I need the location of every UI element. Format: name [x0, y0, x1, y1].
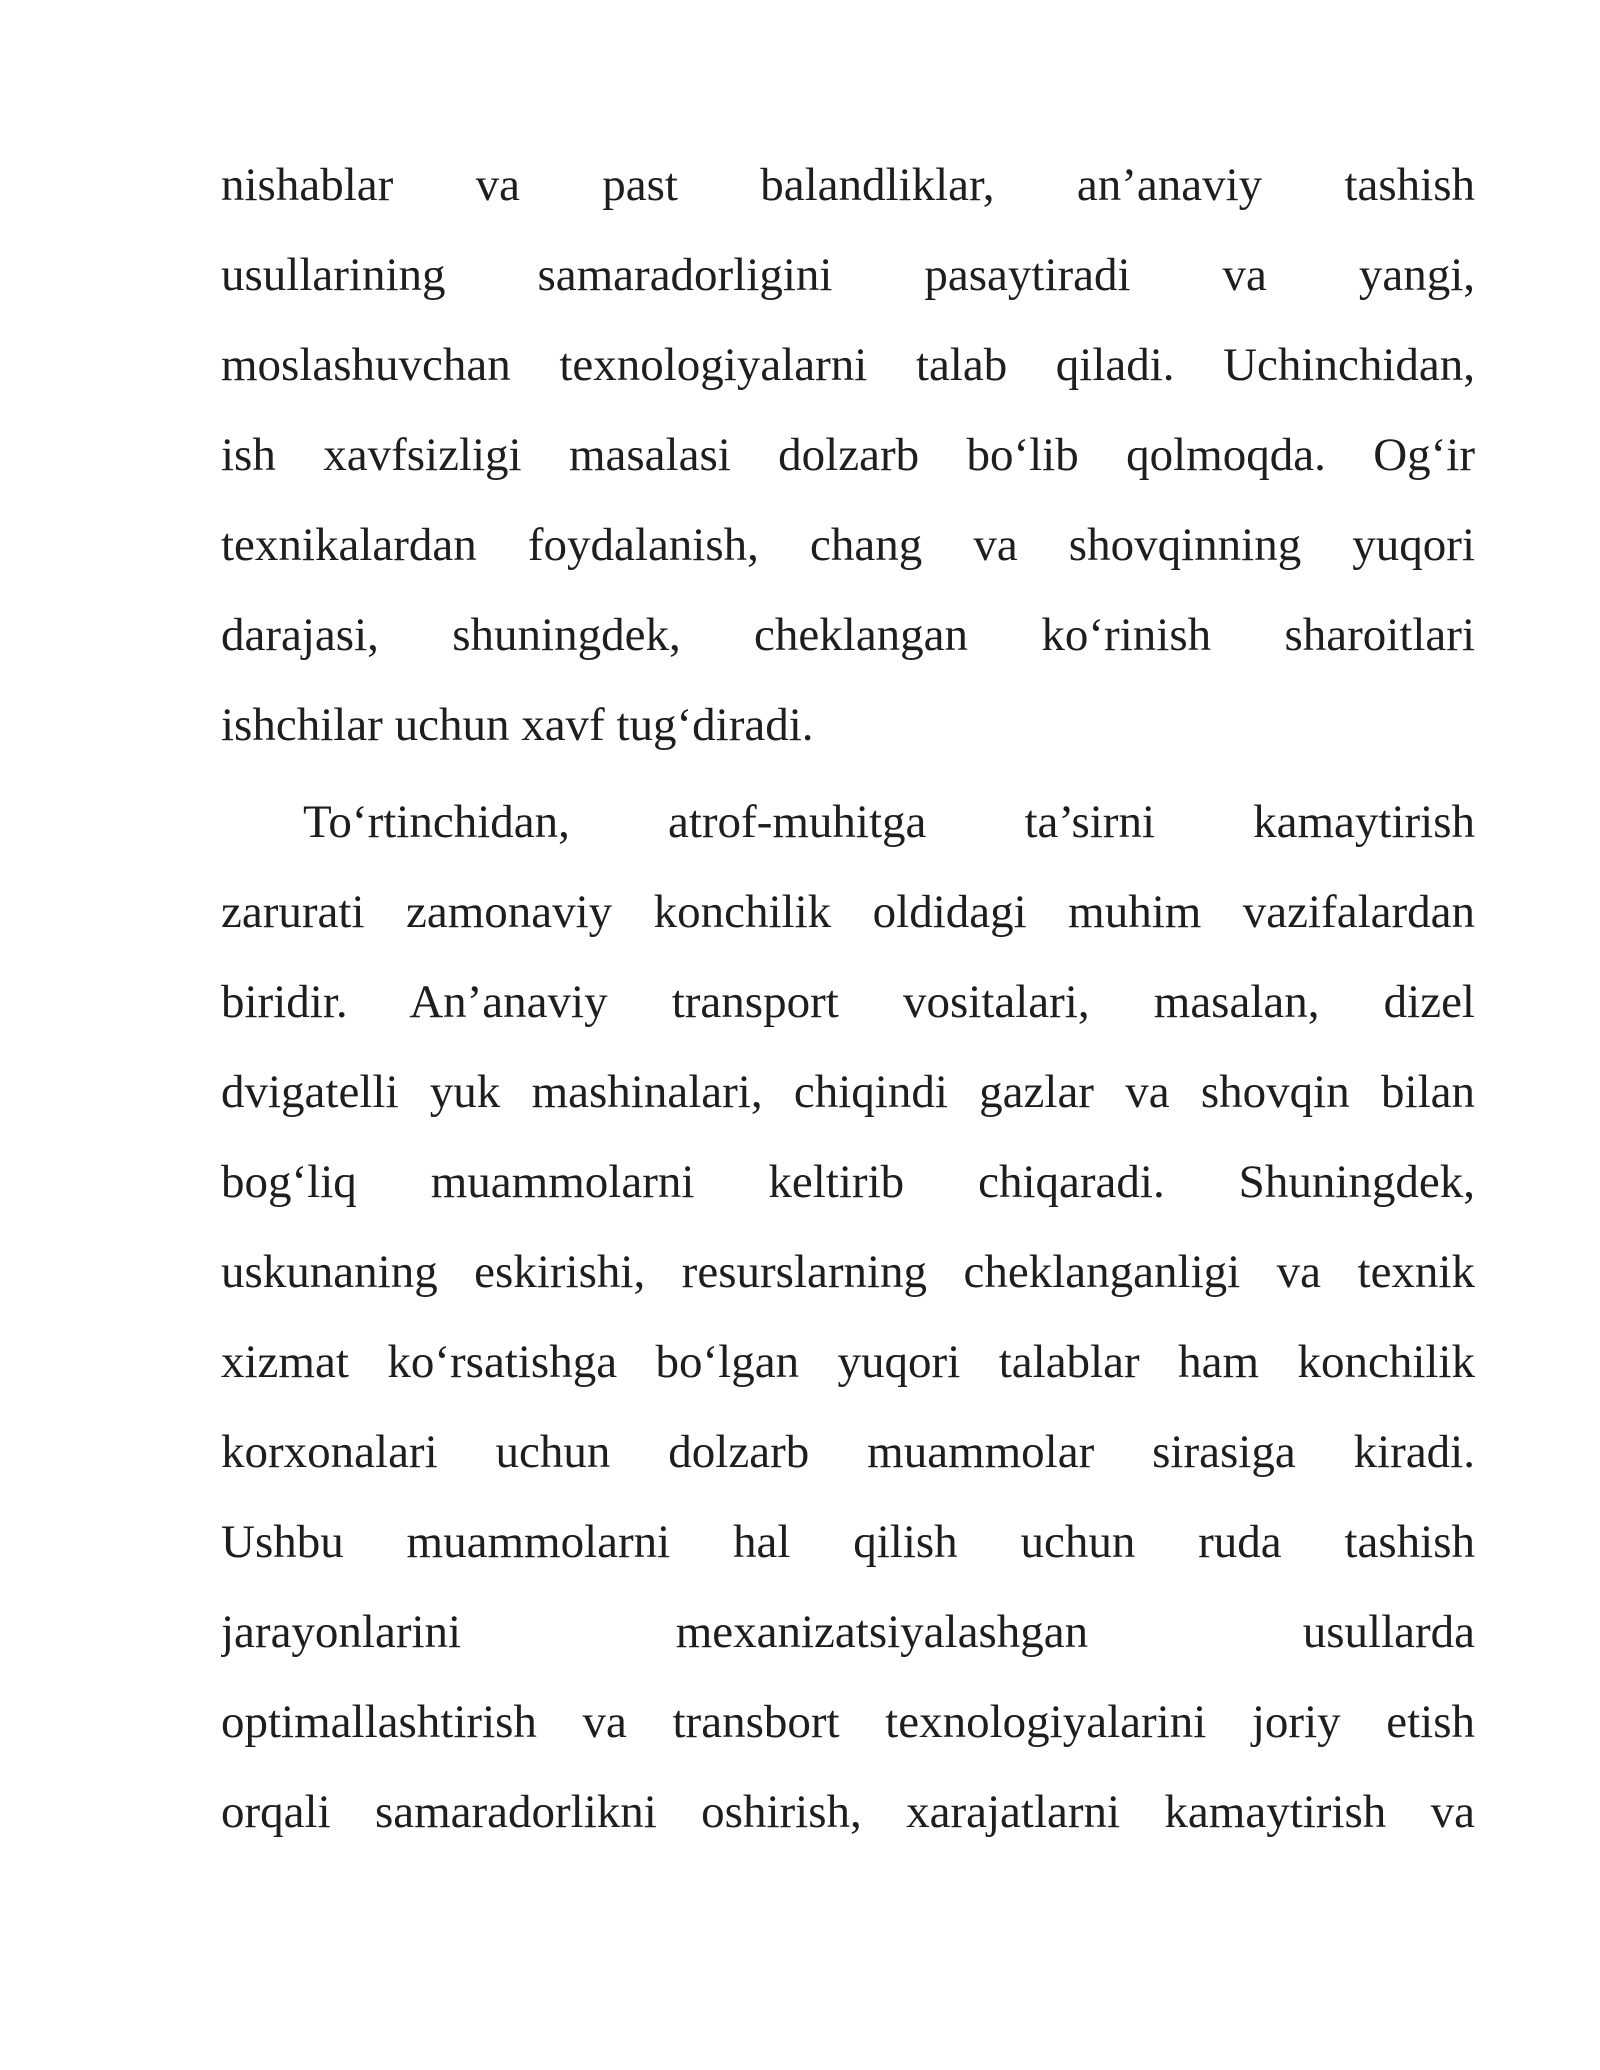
- paragraph-line: ish xavfsizligi masalasi dolzarb bo‘lib qolmoqda. Og‘ir: [221, 429, 1475, 481]
- paragraph-line: To‘rtinchidan, atrof-muhitga ta’sirni kamaytirish: [303, 796, 1475, 848]
- paragraph-line: optimallashtirish va transbort texnologiyalarini joriy etish: [221, 1696, 1475, 1748]
- paragraph-line: zarurati zamonaviy konchilik oldidagi muhim vazifalardan: [221, 886, 1475, 938]
- paragraph-line: nishablar va past balandliklar, an’anaviy tashish: [221, 159, 1475, 211]
- paragraph-line: biridir. An’anaviy transport vositalari, masalan, dizel: [221, 976, 1475, 1028]
- paragraph-line: jarayonlarini mexanizatsiyalashgan usullarda: [221, 1606, 1475, 1658]
- paragraph-line: moslashuvchan texnologiyalarni talab qiladi. Uchinchidan,: [221, 339, 1475, 391]
- paragraph-line: ishchilar uchun xavf tug‘diradi.: [221, 699, 814, 751]
- paragraph-line: Ushbu muammolarni hal qilish uchun ruda tashish: [221, 1516, 1475, 1568]
- paragraph-1: [221, 140, 1475, 770]
- paragraph-line: orqali samaradorlikni oshirish, xarajatlarni kamaytirish va: [221, 1786, 1475, 1838]
- paragraph-line: xizmat ko‘rsatishga bo‘lgan yuqori talablar ham konchilik: [221, 1336, 1475, 1388]
- paragraph-2: [221, 777, 1475, 1857]
- paragraph-line: uskunaning eskirishi, resurslarning cheklanganligi va texnik: [221, 1246, 1475, 1298]
- paragraph-line: darajasi, shuningdek, cheklangan ko‘rinish sharoitlari: [221, 609, 1475, 661]
- paragraph-line: bog‘liq muammolarni keltirib chiqaradi. Shuningdek,: [221, 1156, 1475, 1208]
- paragraph-line: usullarining samaradorligini pasaytiradi va yangi,: [221, 249, 1475, 301]
- paragraph-line: texnikalardan foydalanish, chang va shovqinning yuqori: [221, 519, 1475, 571]
- paragraph-line: dvigatelli yuk mashinalari, chiqindi gazlar va shovqin bilan: [221, 1066, 1475, 1118]
- paragraph-line: korxonalari uchun dolzarb muammolar sirasiga kiradi.: [221, 1426, 1475, 1478]
